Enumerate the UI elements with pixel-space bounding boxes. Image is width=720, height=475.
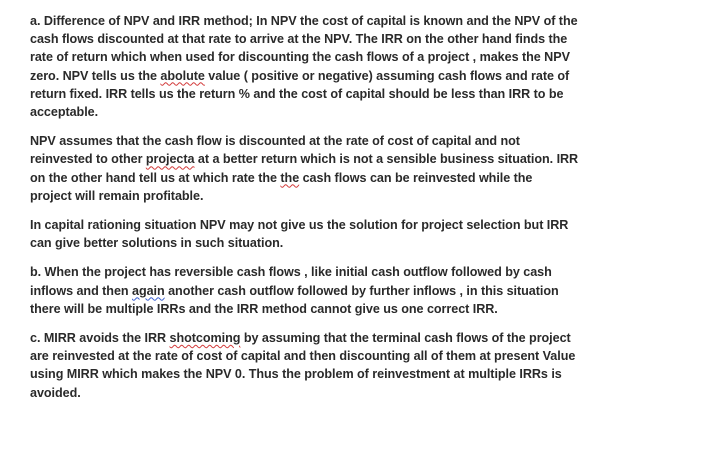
text-line bbox=[30, 234, 694, 252]
paragraph-capital-rationing bbox=[30, 216, 694, 252]
text-line bbox=[30, 169, 694, 187]
text-run: return fixed. IRR tells us the return % and the cost of capital should be less than IRR to be bbox=[30, 86, 564, 101]
text-line bbox=[30, 132, 694, 150]
text-run: reinvested to other bbox=[30, 152, 146, 167]
text-line bbox=[30, 347, 694, 365]
text-run: there will be multiple IRRs and the IRR method cannot give us one correct IRR. bbox=[30, 301, 498, 316]
misspelled-word[interactable]: shotcoming bbox=[169, 331, 241, 346]
text-line bbox=[30, 384, 694, 402]
text-line bbox=[30, 187, 694, 205]
text-line bbox=[30, 67, 694, 85]
text-line bbox=[30, 12, 694, 30]
paragraph-multiple-irrs bbox=[30, 263, 694, 318]
text-run: a. Difference of NPV and IRR method; In NPV the cost of capital is known and the NPV of the bbox=[30, 14, 578, 28]
text-line bbox=[30, 85, 694, 103]
text-line bbox=[30, 103, 694, 121]
text-run: In capital rationing situation NPV may not give us the solution for project selection but IRR bbox=[30, 218, 569, 233]
text-run: cash flows discounted at that rate to arrive at the NPV. The IRR on the other hand finds the bbox=[30, 32, 568, 47]
misspelled-word[interactable]: abolute bbox=[160, 68, 205, 83]
text-run: inflows and then bbox=[30, 283, 132, 298]
text-run: zero. NPV tells us the bbox=[30, 68, 161, 83]
text-run: acceptable. bbox=[30, 105, 99, 120]
text-run: by assuming that the terminal cash flows of the project bbox=[240, 331, 571, 346]
text-line bbox=[30, 263, 694, 281]
paragraph-npv-vs-irr bbox=[30, 12, 694, 121]
text-line bbox=[30, 282, 694, 300]
text-line bbox=[30, 329, 694, 347]
text-line bbox=[30, 30, 694, 48]
text-run: NPV assumes that the cash flow is discounted at the rate of cost of capital and not bbox=[30, 134, 520, 149]
text-run: at a better return which is not a sensible business situation. IRR bbox=[194, 152, 579, 167]
text-line bbox=[30, 150, 694, 168]
text-line bbox=[30, 48, 694, 66]
text-run: using MIRR which makes the NPV 0. Thus the problem of reinvestment at multiple IRRs is bbox=[30, 367, 562, 382]
text-run: avoided. bbox=[30, 385, 81, 400]
text-run: on the other hand tell us at which rate the bbox=[30, 170, 281, 185]
text-line bbox=[30, 365, 694, 383]
text-run: b. When the project has reversible cash flows , like initial cash outflow followed by cash bbox=[30, 265, 552, 280]
text-run: project will remain profitable. bbox=[30, 188, 204, 203]
text-line bbox=[30, 216, 694, 234]
paragraph-mirr bbox=[30, 329, 694, 402]
text-run: can give better solutions in such situation. bbox=[30, 236, 284, 251]
text-line bbox=[30, 300, 694, 318]
text-run: rate of return which when used for discounting the cash flows of a project , makes the NPV bbox=[30, 50, 570, 65]
document-body bbox=[30, 12, 694, 413]
text-run: another cash outflow followed by further inflows , in this situation bbox=[164, 283, 559, 298]
text-run: are reinvested at the rate of cost of capital and then discounting all of them at present Value bbox=[30, 349, 576, 364]
text-run: c. MIRR avoids the IRR bbox=[30, 331, 170, 346]
repeated-word[interactable]: the bbox=[280, 170, 300, 185]
text-run: cash flows can be reinvested while the bbox=[299, 170, 533, 185]
paragraph-npv-reinvestment bbox=[30, 132, 694, 205]
text-run: value ( positive or negative) assuming cash flows and rate of bbox=[204, 68, 570, 83]
misspelled-word[interactable]: projecta bbox=[145, 152, 195, 167]
grammar-flagged-word[interactable]: again bbox=[132, 283, 165, 298]
